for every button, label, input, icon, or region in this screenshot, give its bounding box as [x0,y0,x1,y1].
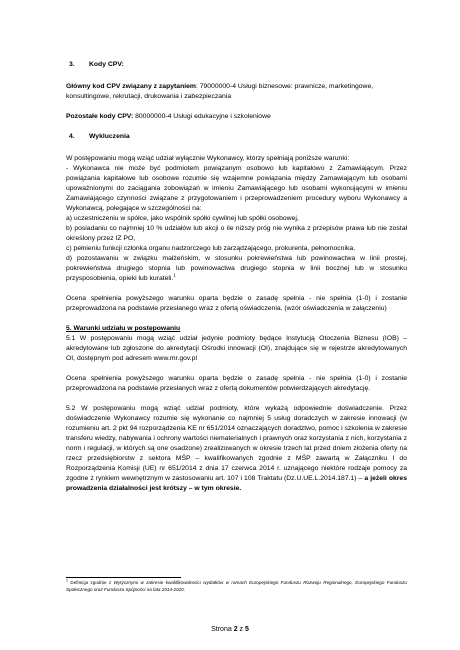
footnote-reference[interactable]: 1 [173,272,176,278]
exclusions-body: - Wykonawca nie może być podmiotem powiązanym osobowo lub kapitałowo z Zamawiającym. Przez powiązania kapitałowe lub osobowe rozumie się wzajemne powiązania między Zamawiającym lub osobami upoważnionymi do zaciągania zobowiązań w imieniu Zamawiającego lub osobami wykonującymi w imieniu Zamawiającego czynności związane z przygotowaniem i przeprowadzeniem procedury wyboru Wykonawcy a Wykonawcą, polegające w szczególności na: [66,165,407,212]
page-content [66,60,407,494]
exclusion-item-a: a) uczestniczeniu w spółce, jako wspólnik spółki cywilnej lub spółki osobowej, [66,215,299,222]
exclusion-item-d-text: d) pozostawaniu w związku małżeńskim, w stosunku pokrewieństwa lub powinowactwa w linii prostej, pokrewieństwa drugiego stopnia lub powinowactwa drugiego stopnia w linii bocznej lub w stosunku przysposobienia, opieki lub kurateli. [66,255,407,282]
footer-current-page: 2 [233,626,238,633]
condition-5-2 [66,404,407,494]
footnote [66,579,407,593]
section-4-number: 4. [69,133,75,140]
condition-5-1: 5.1 W postępowaniu mogą wziąć udział jedynie podmioty będące Instytucją Otoczenia Biznesu (IOB) – akredytowane lub zgłoszone do akredytacji Ośrodki innowacji (OI), znajdujące się w rejestrze akredytowanych OI, dostępnym pod adresem www.mr.gov.pl [66,335,407,362]
main-cpv-paragraph [66,82,407,102]
condition-5-1-assessment: Ocena spełnienia powyższego warunku oparta będzie o zasadę spełnia - nie spełnia (1-0) i zostanie przeprowadzona na podstawie przesłanych wraz z ofertą dokumentów potwierdzających akredytację. [66,375,407,392]
section-3-title: Kody CPV: [89,61,124,68]
exclusions-intro: W postępowaniu mogą wziąć udział wyłącznie Wykonawcy, którzy spełniają poniższe warunki: [66,155,350,162]
condition-5-2-emphasis: a jeżeli okres prowadzenia działalności jest krótszy – w tym okresie. [66,475,407,492]
exclusions-assessment: Ocena spełnienia powyższego warunku oparta będzie o zasadę spełnia - nie spełnia (1-0) i zostanie przeprowadzona na podstawie przesłanego wraz z ofertą oświadczenia. (wzór oświadczenia w załączeniu) [66,295,407,312]
section-4-title: Wykluczenia [89,133,130,140]
other-cpv-paragraph [66,112,407,122]
other-cpv-label: Pozostałe kody CPV: [66,113,134,120]
footnote-number: 1 [66,578,68,583]
footer-separator: z [237,626,245,633]
page-footer [0,626,460,633]
exclusion-item-c: c) pełnieniu funkcji członka organu nadzorczego lub zarządzającego, prokurenta, pełnomocnika, [66,245,356,252]
main-cpv-value: : 79000000-4 Usługi biznesowe: prawnicze, marketingowe, konsultingowe, rekrutacji, drukowania i zabezpieczania [66,83,374,100]
footnote-text: Wytycznymi w zakresie kwalifikowalności wydatków w ramach Europejskiego Funduszu Rozwoju Regionalnego, Europejskiego Funduszu Społecznego oraz Funduszu Spójności na lata 2014-2020. [66,580,407,592]
section-3-number: 3. [69,61,75,68]
footnote-divider [66,577,181,578]
exclusion-item-d [66,254,407,284]
other-cpv-value: 80000000-4 Usługi edukacyjne i szkoleniowe [133,113,271,120]
footnote-label: Definicja zgodnie z [70,580,112,585]
section-5-heading: 5. Warunki udziału w postępowaniu [66,325,181,332]
main-cpv-label: Główny kod CPV związany z zapytaniem [66,83,196,90]
section-3-heading [66,60,407,70]
condition-5-2-text: 5.2 W postępowaniu mogą wziąć udział podmioty, które wykażą odpowiednie doświadczenie. Przez doświadczenie Wykonawcy rozumie się wykonanie co najmniej 5 usług doradczych w zakresie innowacji (w rozumieniu art. 2 pkt 94 rozporządzenia KE nr 651/2014 oznaczających doradztwo, pomoc i szkolenia w zakresie transferu wiedzy, nabywania i ochrony wartości niematerialnych i prawnych oraz korzystania z nich, korzystania z norm i regulacji, w których są one osadzone) zrealizowanych w okresie trzech lat przed dniem złożenia oferty na rzecz przedsiębiorstw z sektora MŚP – kwalifikowanych zgodnie z MŚP zawartą w Załączniku I do Rozporządzenia Komisji (UE) nr 651/2014 z dnia 17 czerwca 2014 r. uznającego niektóre rodzaje pomocy za zgodne z rynkiem wewnętrznym w zastosowaniu art. 107 i 108 Traktatu (Dz.U.UE.L.2014.187.1) – [66,405,407,482]
footer-total-pages: 5 [244,626,249,633]
exclusion-item-b: b) posiadaniu co najmniej 10 % udziałów lub akcji o ile niższy próg nie wynika z przepisów prawa lub nie został określony przez IZ PO, [66,225,407,242]
section-4-heading [66,132,407,142]
footer-prefix: Strona [211,626,234,633]
